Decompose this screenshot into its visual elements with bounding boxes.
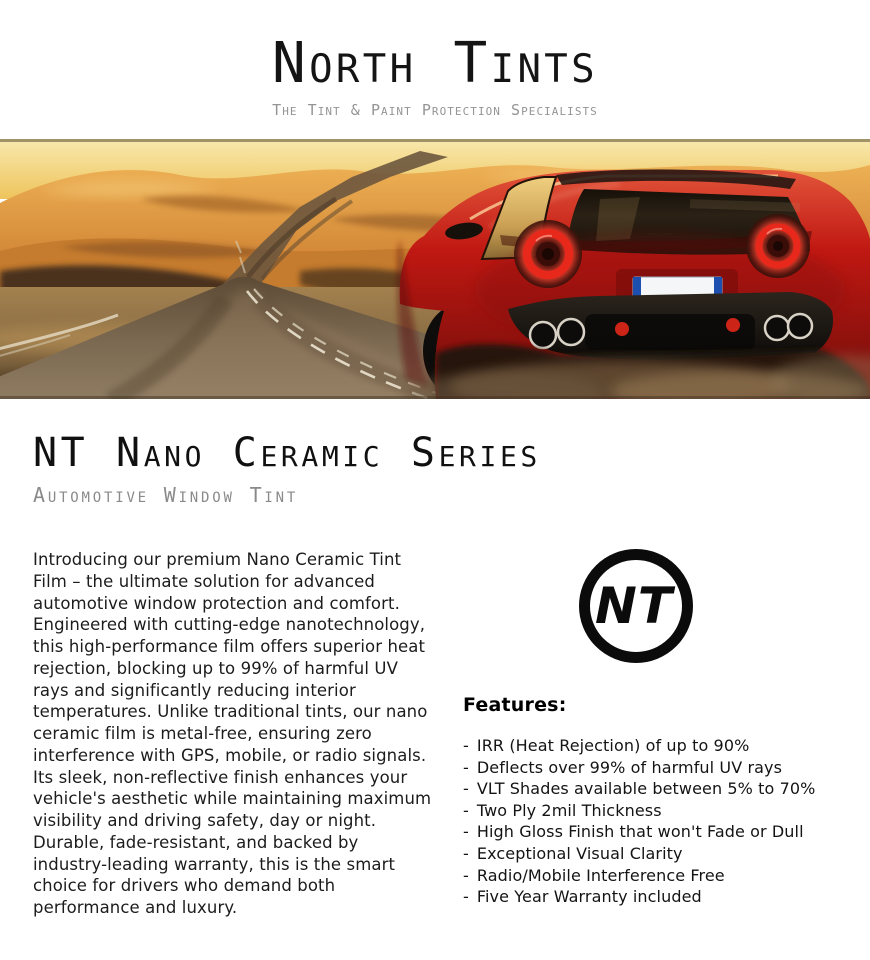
tail-light-left (514, 220, 582, 288)
feature-item: - Radio/Mobile Interference Free (463, 865, 846, 887)
tail-light-right (746, 214, 810, 278)
intro-column (33, 549, 437, 919)
reflector-right (726, 318, 740, 332)
features-list (463, 735, 846, 908)
masthead (0, 0, 870, 119)
brand-tagline: The Tint & Paint Protection Specialists (272, 101, 598, 119)
reflector-left (615, 322, 629, 336)
feature-item: - VLT Shades available between 5% to 70% (463, 778, 846, 800)
feature-item: - High Gloss Finish that won't Fade or Dull (463, 821, 846, 843)
feature-item: - Deflects over 99% of harmful UV rays (463, 757, 846, 779)
features-column (463, 549, 846, 919)
feature-item: - Two Ply 2mil Thickness (463, 800, 846, 822)
feature-item: - IRR (Heat Rejection) of up to 90% (463, 735, 846, 757)
features-heading: Features: (463, 694, 567, 716)
content-columns (0, 549, 870, 919)
brand-title: North Tints (272, 31, 598, 96)
section-title: NT Nano Ceramic Series (33, 430, 541, 476)
section-subtitle: Automotive Window Tint (33, 483, 299, 507)
feature-item: - Exceptional Visual Clarity (463, 843, 846, 865)
nt-logo-text: NT (595, 577, 673, 635)
nt-logo-badge (579, 549, 693, 663)
feature-item: - Five Year Warranty included (463, 886, 846, 908)
intro-paragraph: Introducing our premium Nano Ceramic Tint Film – the ultimate solution for advanced automotive window protection and comfort. Engineered with cutting-edge nanotechnology, this high-performance film offers superior heat rejection, blocking up to 99% of harmful UV rays and significantly reducing interior temperatures. Unlike traditional tints, our nano ceramic film is metal-free, ensuring zero interference with GPS, mobile, or radio signals. Its sleek, non-reflective finish enhances your vehicle's aesthetic while maintaining maximum visibility and driving safety, day or night. Durable, fade-resistant, and backed by industry-leading warranty, this is the smart choice for drivers who demand both performance and luxury. (33, 550, 432, 918)
series-section (0, 430, 870, 507)
hero-image (0, 139, 870, 399)
